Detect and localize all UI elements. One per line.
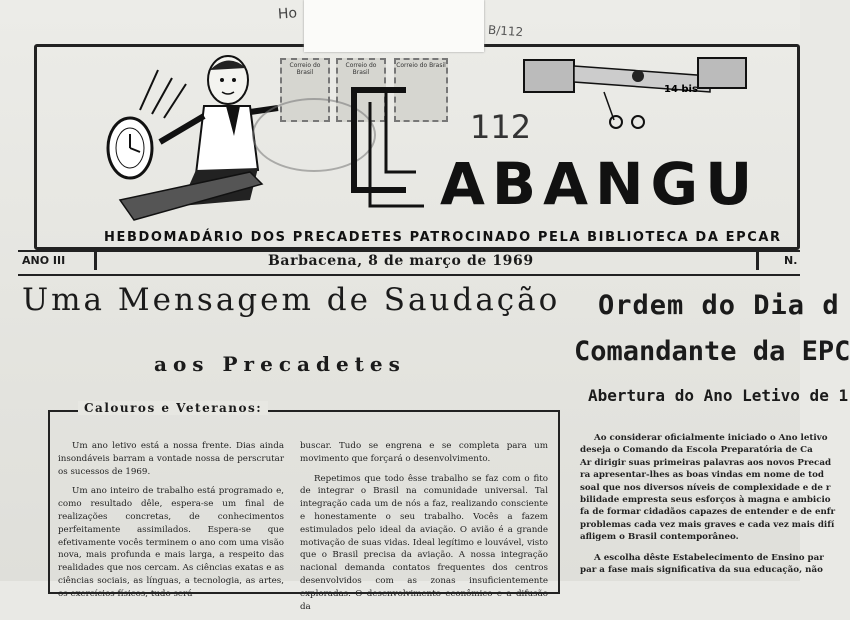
text-line: par a fase mais significativa da sua educação, não — [580, 565, 823, 576]
text-line: Ao considerar oficialmente iniciado o Ano letivo — [594, 433, 828, 443]
right-article-text — [580, 432, 835, 576]
text-line: A escolha dêste Estabelecimento de Ensino par — [594, 552, 824, 563]
issue-number: N. — [784, 254, 798, 267]
right-headline-line1: Ordem do Dia d — [598, 290, 840, 321]
issue-year: ANO III — [22, 254, 66, 267]
paragraph: Um ano inteiro de trabalho está programado e, como resultado dêle, espera-se um final de realizações concretas, de conhecimentos perfeitamente assimilados. Espera-se que efetivamente vocês terminem o ano com uma visão nova, mais profunda e mais larga, a respeito das realidades que nos cercam. As ciências exatas e as ciências sociais, as línguas, a tecnologia, as artes, os exercícios físicos, tudo será — [58, 486, 284, 599]
text-line: bilidade empresta seus esforços à magna e ambicio — [580, 495, 831, 506]
text-line: deseja o Comando da Escola Preparatória de Ca — [580, 445, 813, 456]
biplane-illustration — [514, 52, 754, 132]
article-column-1 — [58, 440, 284, 608]
newspaper-subtitle: HEBDOMADÁRIO DOS PRECADETES PATROCINADO PELA BIBLIOTECA DA EPCAR — [104, 230, 782, 245]
paragraph: buscar. Tudo se engrena e se completa para um movimento que forçará o desenvolvimento. — [300, 441, 548, 464]
handwritten-number: 112 — [470, 108, 532, 146]
article-column-2 — [300, 440, 548, 620]
postage-stamp: Correio do Brasil — [394, 58, 448, 122]
postage-stamp: Correio do Brasil — [280, 58, 330, 122]
left-headline: Uma Mensagem de Saudação — [22, 282, 561, 318]
box-label: Calouros e Veteranos: — [78, 401, 268, 415]
text-line: soal que nos diversos níveis de complexidade e de r — [580, 482, 831, 493]
handwritten-note-left: Ho — [277, 5, 298, 23]
left-subheadline: aos Precadetes — [154, 352, 406, 376]
paragraph: Repetimos que todo êsse trabalho se faz com o fito de integrar o Brasil na comunidade universal. Tal integração cada um de nós a faz, realizando consciente e honestamente o seu trabalho. Vocês a fazem estimulados pelo ideal da aviação. O avião é a grande motivação de suas vidas. Ideal legítimo e louvável, visto que o Brasil precisa da aviação. A nossa integração nacional demanda contatos frequentes dos centros desenvolvidos com as zonas insuficientemente exploradas. O desenvolvimento econômico e a difusão da — [300, 473, 548, 612]
text-line: fa de formar cidadãos capazes de entender e de enfr — [580, 507, 836, 518]
text-line: afligem o Brasil contemporâneo. — [580, 532, 739, 543]
right-subheadline: Abertura do Ano Letivo de 1 — [588, 386, 849, 405]
dateline-text: Barbacena, 8 de março de 1969 — [268, 253, 534, 269]
divider — [94, 252, 97, 270]
postage-stamp: Correio do Brasil — [336, 58, 386, 122]
text-line: Ar dirigir suas primeiras palavras aos novos Precad — [580, 457, 832, 468]
text-line: ra apresentar-lhes as boas vindas em nome de tod — [580, 470, 825, 481]
plane-label: 14 bis — [664, 84, 698, 95]
divider — [756, 252, 759, 270]
clock-icon — [108, 118, 152, 178]
text-line: problemas cada vez mais graves e cada vez mais difí — [580, 519, 835, 530]
handwritten-note-right: B/112 — [487, 22, 524, 40]
paragraph: Um ano letivo está a nossa frente. Dias ainda insondáveis barram a vontade nossa de perscrutar os sucessos de 1969. — [58, 441, 284, 477]
newspaper-title: ABANGU — [440, 150, 760, 218]
paper-tag — [304, 0, 484, 52]
title-initial-logo — [346, 82, 426, 232]
right-headline-line2: Comandante da EPC — [574, 336, 850, 367]
